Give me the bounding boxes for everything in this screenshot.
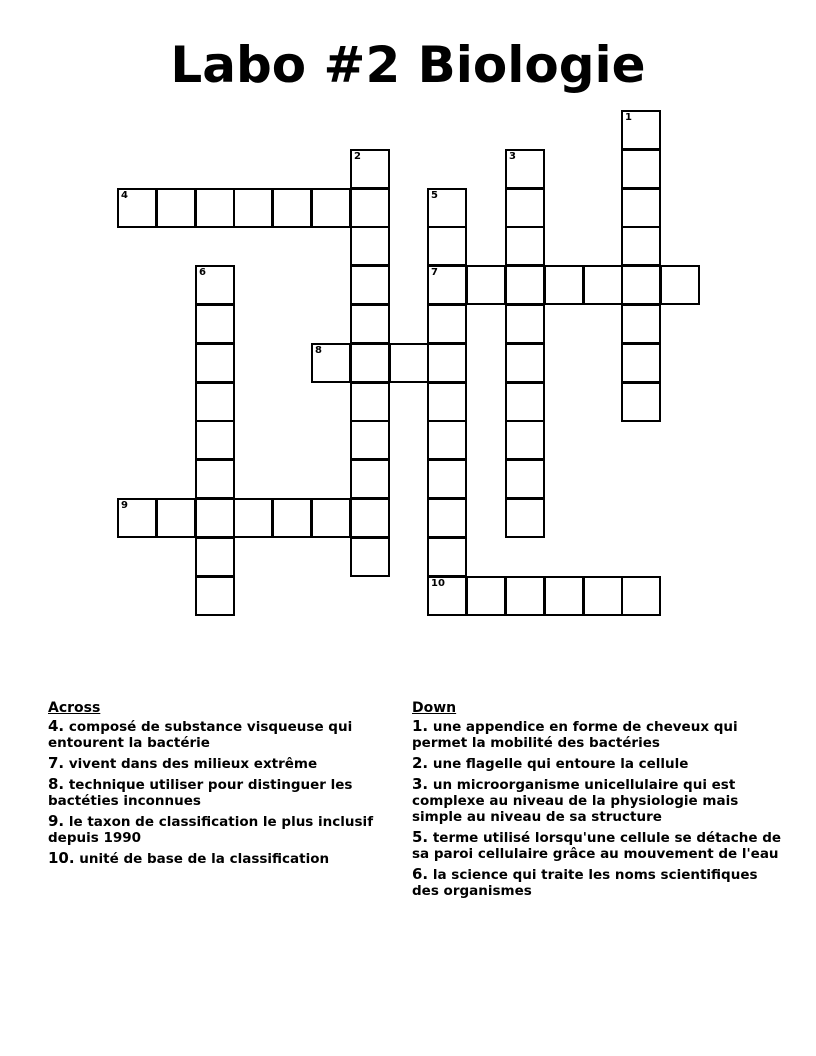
grid-cell[interactable] <box>389 343 429 383</box>
grid-cell[interactable] <box>621 304 661 344</box>
grid-cell[interactable] <box>583 265 623 305</box>
grid-cell[interactable] <box>427 265 467 305</box>
down-clue-6: 6. la science qui traite les noms scientifiques des organismes <box>412 865 758 899</box>
clue-number: 9 <box>121 500 128 511</box>
grid-cell[interactable] <box>350 304 390 344</box>
grid-cell[interactable] <box>427 576 467 616</box>
grid-cell[interactable] <box>156 498 196 538</box>
grid-cell[interactable] <box>466 576 506 616</box>
grid-cell[interactable] <box>350 265 390 305</box>
grid-cell[interactable] <box>427 459 467 499</box>
grid-cell[interactable] <box>427 420 467 460</box>
across-clue-8: 8. technique utiliser pour distinguer les bactéties inconnues <box>48 775 353 809</box>
grid-cell[interactable] <box>195 537 235 577</box>
clue-number: 2 <box>354 151 361 162</box>
grid-cell[interactable] <box>195 304 235 344</box>
down-clue-5: 5. terme utilisé lorsqu'une cellule se détache de sa paroi cellulaire grâce au mouvement de l'eau <box>412 828 782 862</box>
grid-cell[interactable] <box>350 498 390 538</box>
grid-cell[interactable] <box>621 188 661 228</box>
down-clue-3: 3. un microorganisme unicellulaire qui est complexe au niveau de la physiologie mais simple au niveau de sa structure <box>412 775 739 825</box>
grid-cell[interactable] <box>505 304 545 344</box>
grid-cell[interactable] <box>621 576 661 616</box>
grid-cell[interactable] <box>350 149 390 189</box>
grid-cell[interactable] <box>233 498 273 538</box>
clue-number: 1 <box>625 112 632 123</box>
grid-cell[interactable] <box>505 188 545 228</box>
grid-cell[interactable] <box>195 343 235 383</box>
grid-cell[interactable] <box>195 498 235 538</box>
grid-cell[interactable] <box>427 343 467 383</box>
grid-cell[interactable] <box>350 459 390 499</box>
grid-cell[interactable] <box>621 265 661 305</box>
grid-cell[interactable] <box>272 188 312 228</box>
grid-cell[interactable] <box>621 110 661 150</box>
grid-cell[interactable] <box>350 226 390 266</box>
grid-cell[interactable] <box>156 188 196 228</box>
across-heading: Across <box>48 700 101 716</box>
across-clue-9: 9. le taxon de classification le plus inclusif depuis 1990 <box>48 812 374 846</box>
grid-cell[interactable] <box>621 382 661 422</box>
grid-cell[interactable] <box>505 382 545 422</box>
grid-cell[interactable] <box>350 420 390 460</box>
grid-cell[interactable] <box>350 343 390 383</box>
clue-number: 5 <box>431 190 438 201</box>
grid-cell[interactable] <box>505 226 545 266</box>
grid-cell[interactable] <box>505 265 545 305</box>
grid-cell[interactable] <box>583 576 623 616</box>
across-clue-7: 7. vivent dans des milieux extrême <box>48 754 318 772</box>
grid-cell[interactable] <box>427 304 467 344</box>
grid-cell[interactable] <box>505 149 545 189</box>
grid-cell[interactable] <box>427 226 467 266</box>
grid-cell[interactable] <box>272 498 312 538</box>
grid-cell[interactable] <box>350 537 390 577</box>
down-clues <box>412 700 782 903</box>
across-clue-10: 10. unité de base de la classification <box>48 849 330 867</box>
grid-cell[interactable] <box>427 382 467 422</box>
grid-cell[interactable] <box>466 265 506 305</box>
clue-number: 6 <box>199 267 206 278</box>
down-clue-1: 1. une appendice en forme de cheveux qui permet la mobilité des bactéries <box>412 717 738 751</box>
clue-number: 8 <box>315 345 322 356</box>
grid-cell[interactable] <box>505 576 545 616</box>
across-clue-4: 4. composé de substance visqueuse qui entourent la bactérie <box>48 717 353 751</box>
clue-number: 7 <box>431 267 438 278</box>
grid-cell[interactable] <box>505 343 545 383</box>
grid-cell[interactable] <box>427 498 467 538</box>
grid-cell[interactable] <box>621 343 661 383</box>
grid-cell[interactable] <box>195 459 235 499</box>
grid-cell[interactable] <box>195 382 235 422</box>
grid-cell[interactable] <box>505 498 545 538</box>
grid-cell[interactable] <box>195 265 235 305</box>
down-heading: Down <box>412 700 457 716</box>
grid-cell[interactable] <box>427 188 467 228</box>
grid-cell[interactable] <box>195 420 235 460</box>
grid-cell[interactable] <box>311 188 351 228</box>
grid-cell[interactable] <box>233 188 273 228</box>
grid-cell[interactable] <box>350 382 390 422</box>
grid-cell[interactable] <box>350 188 390 228</box>
grid-cell[interactable] <box>311 343 351 383</box>
grid-cell[interactable] <box>660 265 700 305</box>
page-title: Labo #2 Biologie <box>170 36 646 94</box>
down-clue-2: 2. une flagelle qui entoure la cellule <box>412 754 689 772</box>
clue-number: 4 <box>121 190 128 201</box>
across-clues <box>48 700 388 871</box>
grid-cell[interactable] <box>427 537 467 577</box>
grid-cell[interactable] <box>117 188 157 228</box>
grid-cell[interactable] <box>505 420 545 460</box>
grid-cell[interactable] <box>311 498 351 538</box>
grid-cell[interactable] <box>544 265 584 305</box>
grid-cell[interactable] <box>505 459 545 499</box>
grid-cell[interactable] <box>195 576 235 616</box>
clue-number: 10 <box>431 578 445 589</box>
grid-cell[interactable] <box>117 498 157 538</box>
clue-number: 3 <box>509 151 516 162</box>
grid-cell[interactable] <box>195 188 235 228</box>
grid-cell[interactable] <box>544 576 584 616</box>
grid-cell[interactable] <box>621 226 661 266</box>
grid-cell[interactable] <box>621 149 661 189</box>
